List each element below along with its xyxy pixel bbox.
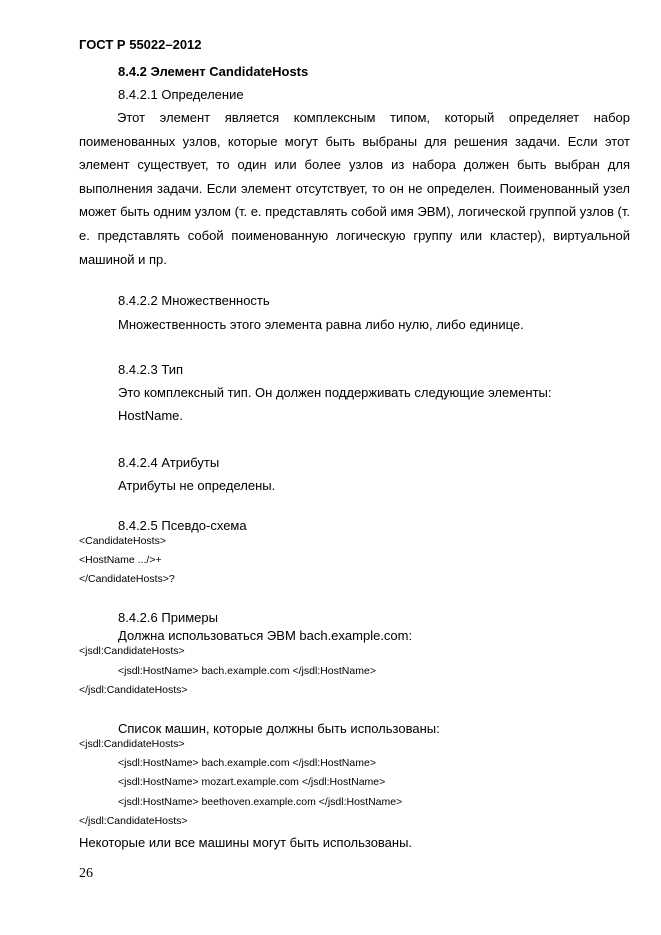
- examples-heading: 8.4.2.6 Примеры: [118, 610, 218, 625]
- definition-heading: 8.4.2.1 Определение: [118, 87, 244, 102]
- example2-code-line: <jsdl:HostName> mozart.example.com </jsdl:HostName>: [118, 776, 386, 788]
- example2-text: Список машин, которые должны быть использованы:: [118, 721, 440, 736]
- attributes-text: Атрибуты не определены.: [118, 478, 276, 493]
- example1-code-line: <jsdl:CandidateHosts>: [79, 645, 185, 657]
- pseudo-schema-line: <HostName .../>+: [79, 554, 162, 566]
- type-text: Это комплексный тип. Он должен поддерживать следующие элементы:: [118, 385, 552, 400]
- multiplicity-heading: 8.4.2.2 Множественность: [118, 293, 270, 308]
- pseudo-schema-line: <CandidateHosts>: [79, 535, 166, 547]
- example1-code-line: <jsdl:HostName> bach.example.com </jsdl:HostName>: [118, 665, 376, 677]
- example1-code-line: </jsdl:CandidateHosts>: [79, 684, 188, 696]
- example2-code-line: <jsdl:HostName> bach.example.com </jsdl:HostName>: [118, 757, 376, 769]
- pseudo-schema-line: </CandidateHosts>?: [79, 573, 175, 585]
- closing-text: Некоторые или все машины могут быть использованы.: [79, 835, 413, 850]
- multiplicity-text: Множественность этого элемента равна либо нулю, либо единице.: [118, 317, 524, 332]
- definition-text: Этот элемент является комплексным типом, который определяет набор поименованных узлов, которые могут быть выбраны для решения задачи. Если этот элемент существует, то один или более узлов из набора должен быть выбран для выполнения задачи. Если элемент отсутствует, то он не определен. Поименованный узел может быть одним узлом (т. е. представлять собой имя ЭВМ), логической группой узлов (т. е. представлять собой поименованную логическую группу или кластер), виртуальной машиной и пр.: [79, 110, 630, 267]
- example2-code-line: <jsdl:CandidateHosts>: [79, 738, 185, 750]
- type-heading: 8.4.2.3 Тип: [118, 362, 184, 377]
- example2-code-line: <jsdl:HostName> beethoven.example.com </jsdl:HostName>: [118, 796, 403, 808]
- page-number: 26: [79, 866, 93, 881]
- pseudo-schema-heading: 8.4.2.5 Псевдо-схема: [118, 518, 247, 533]
- document-header: ГОСТ Р 55022–2012: [79, 37, 202, 52]
- attributes-heading: 8.4.2.4 Атрибуты: [118, 455, 220, 470]
- example1-text: Должна использоваться ЭВМ bach.example.com:: [118, 628, 413, 643]
- type-element: HostName.: [118, 408, 184, 423]
- section-title: 8.4.2 Элемент CandidateHosts: [118, 64, 309, 79]
- example2-code-line: </jsdl:CandidateHosts>: [79, 815, 188, 827]
